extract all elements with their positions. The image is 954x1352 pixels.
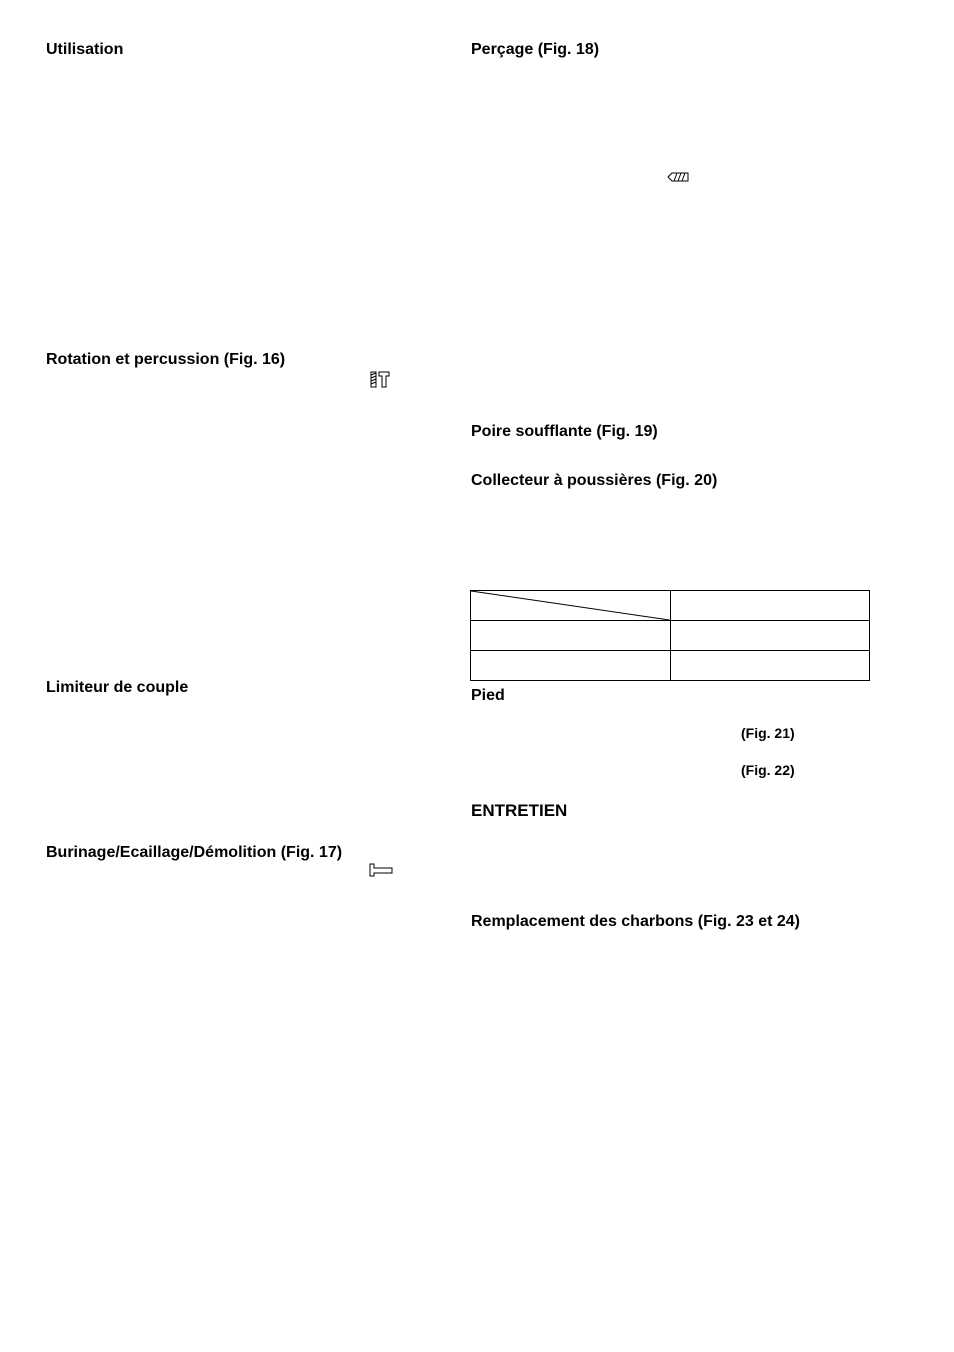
table-diagonal [471,591,670,620]
heading-remplacement-charbons: Remplacement des charbons (Fig. 23 et 24) [471,913,800,930]
heading-utilisation: Utilisation [46,41,124,58]
fig-22-ref: (Fig. 22) [741,762,795,778]
heading-rotation-percussion: Rotation et percussion (Fig. 16) [46,351,286,368]
heading-entretien: ENTRETIEN [471,801,568,820]
drill-hammer-icon [369,370,391,390]
table-cell [670,591,870,621]
heading-pied: Pied [471,687,505,704]
table-cell [471,651,671,681]
fig-21-ref: (Fig. 21) [741,725,795,741]
drill-bit-icon [667,172,689,182]
heading-burinage: Burinage/Ecaillage/Démolition (Fig. 17) [46,844,343,861]
heading-poire-soufflante: Poire soufflante (Fig. 19) [471,423,658,440]
heading-limiteur-couple: Limiteur de couple [46,679,189,696]
table-cell [670,621,870,651]
chisel-hammer-icon [368,862,394,878]
table-cell [670,651,870,681]
heading-percage: Perçage (Fig. 18) [471,41,600,58]
heading-collecteur: Collecteur à poussières (Fig. 20) [471,472,718,489]
table-corner-cell [471,591,671,621]
table-cell [471,621,671,651]
dust-collector-table [470,590,870,681]
